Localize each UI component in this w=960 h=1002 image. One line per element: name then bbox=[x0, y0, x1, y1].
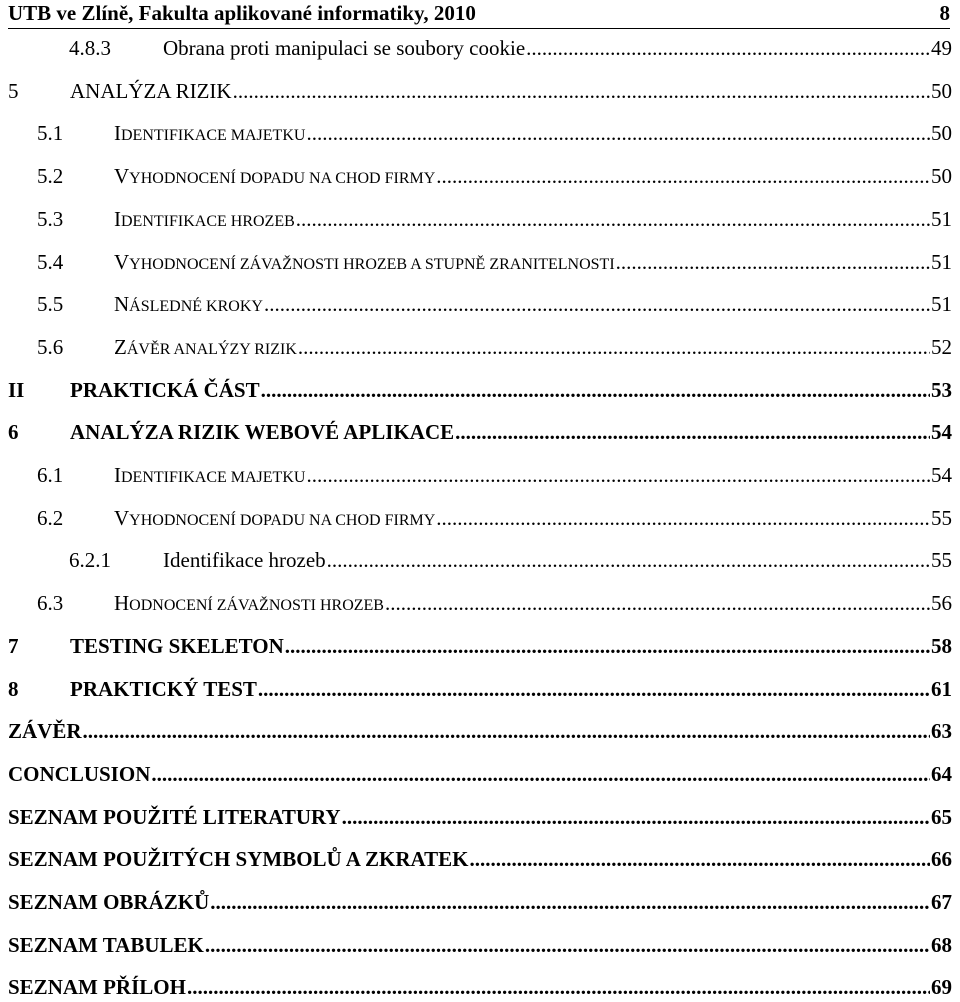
toc-entry-number: 4.8.3 bbox=[69, 36, 111, 60]
toc-leader-dots bbox=[455, 417, 930, 447]
toc-entry-page: 61 bbox=[931, 676, 952, 701]
toc-entry-title: CONCLUSION bbox=[8, 761, 151, 786]
toc-entry-title: Obrana proti manipulaci se soubory cookie bbox=[163, 36, 526, 60]
toc-entry-title-rest: YHODNOCENÍ DOPADU NA CHOD FIRMY bbox=[129, 511, 436, 529]
toc-entry-page: 56 bbox=[931, 591, 952, 616]
toc-entry-title bbox=[114, 289, 263, 322]
toc-entry-number: 5 bbox=[8, 78, 19, 103]
toc-leader-dots bbox=[151, 759, 930, 789]
toc-entry-title: SEZNAM PŘÍLOH bbox=[8, 975, 186, 1000]
toc-entry-title bbox=[114, 332, 297, 365]
toc-entry-title: ANALÝZA RIZIK bbox=[70, 78, 232, 103]
toc-entry[interactable] bbox=[8, 417, 952, 447]
toc-entry[interactable] bbox=[8, 759, 952, 789]
toc-entry[interactable] bbox=[8, 631, 952, 661]
toc-entry-number: 5.6 bbox=[37, 334, 64, 359]
toc-entry-title: SEZNAM POUŽITÝCH SYMBOLŮ A ZKRATEK bbox=[8, 847, 469, 872]
toc-entry-page: 51 bbox=[931, 249, 952, 274]
toc-entry-number: 5.3 bbox=[37, 206, 64, 231]
toc-entry[interactable] bbox=[8, 674, 952, 704]
toc-leader-dots bbox=[261, 375, 930, 405]
toc-leader-dots bbox=[436, 503, 930, 533]
toc-entry-page: 50 bbox=[931, 164, 952, 189]
toc-entry-title-initial: Z bbox=[114, 334, 127, 359]
toc-entry-page: 50 bbox=[931, 121, 952, 146]
toc-entry-page: 54 bbox=[931, 420, 952, 445]
toc-entry-title-rest: ÁSLEDNÉ KROKY bbox=[129, 298, 263, 316]
toc-entry[interactable] bbox=[37, 332, 952, 362]
toc-entry-page: 63 bbox=[931, 719, 952, 744]
toc-entry[interactable] bbox=[37, 247, 952, 277]
toc-entry-title: TESTING SKELETON bbox=[70, 633, 284, 658]
toc-entry[interactable] bbox=[8, 887, 952, 917]
toc-entry-title-rest: DENTIFIKACE MAJETKU bbox=[121, 469, 306, 486]
toc-entry-number: 8 bbox=[8, 676, 19, 701]
toc-entry-title bbox=[114, 204, 295, 237]
toc-leader-dots bbox=[298, 332, 930, 362]
toc-entry-title-rest: ODNOCENÍ ZÁVAŽNOSTI HROZEB bbox=[129, 597, 384, 615]
toc-entry[interactable] bbox=[37, 460, 952, 490]
toc-entry-title: SEZNAM TABULEK bbox=[8, 932, 204, 957]
toc-leader-dots bbox=[187, 972, 930, 1002]
toc-entry-title-initial: V bbox=[114, 505, 130, 530]
toc-entry-number: 6 bbox=[8, 420, 19, 445]
toc-entry-page: 55 bbox=[931, 505, 952, 530]
toc-entry-page: 54 bbox=[931, 463, 952, 487]
toc-leader-dots bbox=[264, 289, 930, 319]
toc-entry-title-initial: I bbox=[114, 463, 121, 487]
toc-leader-dots bbox=[306, 460, 930, 490]
toc-entry[interactable] bbox=[8, 716, 952, 746]
toc-entry-title: ANALÝZA RIZIK WEBOVÉ APLIKACE bbox=[70, 420, 455, 445]
toc-leader-dots bbox=[296, 204, 930, 234]
toc-leader-dots bbox=[205, 930, 930, 960]
toc-entry-page: 67 bbox=[931, 890, 952, 914]
toc-entry-number: 6.2.1 bbox=[69, 548, 111, 573]
toc-entry-title: ZÁVĚR bbox=[8, 719, 82, 744]
header-page-number: 8 bbox=[939, 1, 950, 25]
toc-entry-number: 6.3 bbox=[37, 591, 64, 616]
toc-entry[interactable] bbox=[8, 844, 952, 874]
toc-entry[interactable] bbox=[37, 588, 952, 618]
toc-entry-page: 58 bbox=[931, 633, 952, 658]
toc-entry[interactable] bbox=[37, 289, 952, 319]
toc-entry-title-initial: I bbox=[114, 121, 121, 146]
toc-entry-title-initial: H bbox=[114, 591, 130, 616]
toc-leader-dots bbox=[285, 631, 930, 661]
toc-entry-title bbox=[114, 161, 435, 194]
toc-entry[interactable] bbox=[8, 375, 952, 405]
toc-entry-title-initial: V bbox=[114, 249, 130, 274]
toc-entry-title-rest: YHODNOCENÍ ZÁVAŽNOSTI HROZEB A STUPNĚ ZRANITELNOSTI bbox=[129, 255, 615, 273]
toc-entry-number: 5.5 bbox=[37, 292, 64, 317]
toc-entry-number: 5.1 bbox=[37, 121, 64, 146]
toc-entry-page: 53 bbox=[931, 377, 952, 402]
toc-leader-dots bbox=[210, 887, 930, 917]
header-title: UTB ve Zlíně, Fakulta aplikované informatiky, 2010 bbox=[8, 1, 476, 25]
toc-entry-page: 66 bbox=[931, 847, 952, 872]
toc-entry-title bbox=[114, 588, 384, 621]
toc-entry-page: 51 bbox=[931, 206, 952, 231]
toc-leader-dots bbox=[258, 674, 930, 704]
toc-entry-title-initial: N bbox=[114, 292, 130, 317]
toc-entry-title: PRAKTICKÝ TEST bbox=[70, 676, 257, 701]
toc-entry-number: 5.2 bbox=[37, 164, 64, 189]
toc-entry-number: 6.1 bbox=[37, 463, 64, 487]
toc-entry-title: PRAKTICKÁ ČÁST bbox=[70, 377, 260, 402]
toc-entry-title-rest: DENTIFIKACE HROZEB bbox=[121, 212, 295, 230]
page-header bbox=[8, 0, 950, 29]
toc-leader-dots bbox=[233, 76, 930, 106]
toc-entry[interactable] bbox=[37, 118, 952, 148]
toc-entry-page: 50 bbox=[931, 78, 952, 103]
toc-leader-dots bbox=[470, 844, 930, 874]
toc-entry[interactable] bbox=[8, 802, 952, 832]
toc-entry-title bbox=[114, 460, 305, 493]
toc-entry-title-rest: YHODNOCENÍ DOPADU NA CHOD FIRMY bbox=[129, 170, 436, 188]
toc-entry-title bbox=[114, 247, 615, 280]
toc-entry-page: 55 bbox=[931, 548, 952, 573]
toc-entry-title-initial: I bbox=[114, 206, 121, 231]
toc-entry[interactable] bbox=[8, 972, 952, 1002]
toc-entry[interactable] bbox=[37, 503, 952, 533]
toc-entry-title: Identifikace hrozeb bbox=[163, 548, 326, 573]
toc-leader-dots bbox=[327, 545, 930, 575]
toc-entry-number: II bbox=[8, 377, 25, 402]
toc-leader-dots bbox=[342, 802, 930, 832]
toc-entry[interactable] bbox=[37, 161, 952, 191]
toc-entry-page: 65 bbox=[931, 804, 952, 829]
toc-leader-dots bbox=[526, 33, 930, 63]
toc-entry-page: 69 bbox=[931, 975, 952, 1000]
toc-entry[interactable] bbox=[37, 204, 952, 234]
toc-entry-number: 6.2 bbox=[37, 505, 64, 530]
toc-entry-title bbox=[114, 503, 435, 536]
toc-entry-title-initial: V bbox=[114, 164, 130, 189]
toc-entry-page: 68 bbox=[931, 932, 952, 957]
toc-entry[interactable] bbox=[8, 930, 952, 960]
toc-entry-title bbox=[114, 118, 305, 151]
toc-leader-dots bbox=[83, 716, 930, 746]
toc-leader-dots bbox=[436, 161, 930, 191]
toc-leader-dots bbox=[385, 588, 930, 618]
toc-entry-number: 7 bbox=[8, 633, 19, 658]
toc-entry[interactable] bbox=[69, 545, 952, 575]
toc-entry-number: 5.4 bbox=[37, 249, 64, 274]
toc-entry-title-rest: ÁVĚR ANALÝZY RIZIK bbox=[126, 340, 297, 358]
toc-entry[interactable] bbox=[69, 33, 952, 63]
toc-entry-title-rest: DENTIFIKACE MAJETKU bbox=[121, 127, 306, 145]
toc-entry-page: 49 bbox=[931, 36, 952, 60]
toc-entry-page: 52 bbox=[931, 334, 952, 359]
toc-entry-page: 64 bbox=[931, 761, 952, 786]
toc-leader-dots bbox=[616, 247, 930, 277]
toc-entry-page: 51 bbox=[931, 292, 952, 317]
toc-entry-title: SEZNAM POUŽITÉ LITERATURY bbox=[8, 804, 341, 829]
toc-entry[interactable] bbox=[8, 76, 952, 106]
toc-entry-title: SEZNAM OBRÁZKŮ bbox=[8, 890, 210, 914]
toc-leader-dots bbox=[306, 118, 930, 148]
